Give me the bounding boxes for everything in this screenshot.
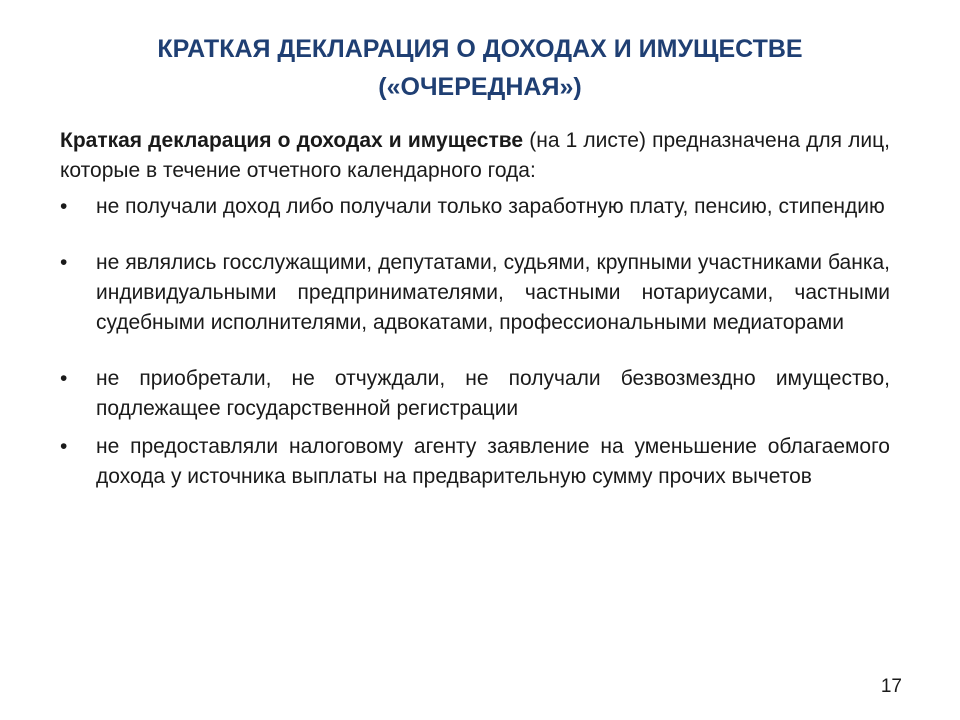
conditions-list: [60, 192, 890, 492]
list-item-text: не приобретали, не отчуждали, не получали безвозмездно имущество, подлежащее государственной регистрации: [96, 367, 890, 420]
page-number: 17: [880, 676, 902, 697]
list-item-text: не являлись госслужащими, депутатами, судьями, крупными участниками банка, индивидуальными предпринимателями, частными нотариусами, частными судебными исполнителями, адвокатами, профессиональными медиаторами: [96, 251, 890, 334]
slide-title-line-1: КРАТКАЯ ДЕКЛАРАЦИЯ О ДОХОДАХ И ИМУЩЕСТВЕ: [157, 35, 803, 63]
intro-paragraph: [60, 126, 890, 186]
list-item: [60, 432, 890, 492]
bullet-icon: •: [60, 195, 68, 218]
bullet-icon: •: [60, 251, 68, 274]
slide-title-line-2: («ОЧЕРЕДНАЯ»): [378, 73, 582, 101]
list-item-text: не предоставляли налоговому агенту заявление на уменьшение облагаемого дохода у источника выплаты на предварительную сумму прочих вычетов: [96, 435, 890, 488]
slide-title: [60, 30, 900, 106]
list-item: [60, 364, 890, 424]
slide-body: [60, 126, 890, 492]
list-item-text: не получали доход либо получали только заработную плату, пенсию, стипендию: [96, 195, 885, 218]
list-item: [60, 248, 890, 338]
intro-text: (на 1 листе) предназначена для лиц, которые в течение отчетного календарного года:: [60, 129, 890, 182]
list-item: [60, 192, 890, 222]
bullet-icon: •: [60, 367, 68, 390]
bullet-icon: •: [60, 435, 68, 458]
intro-bold-text: Краткая декларация о доходах и имуществе: [60, 129, 524, 152]
